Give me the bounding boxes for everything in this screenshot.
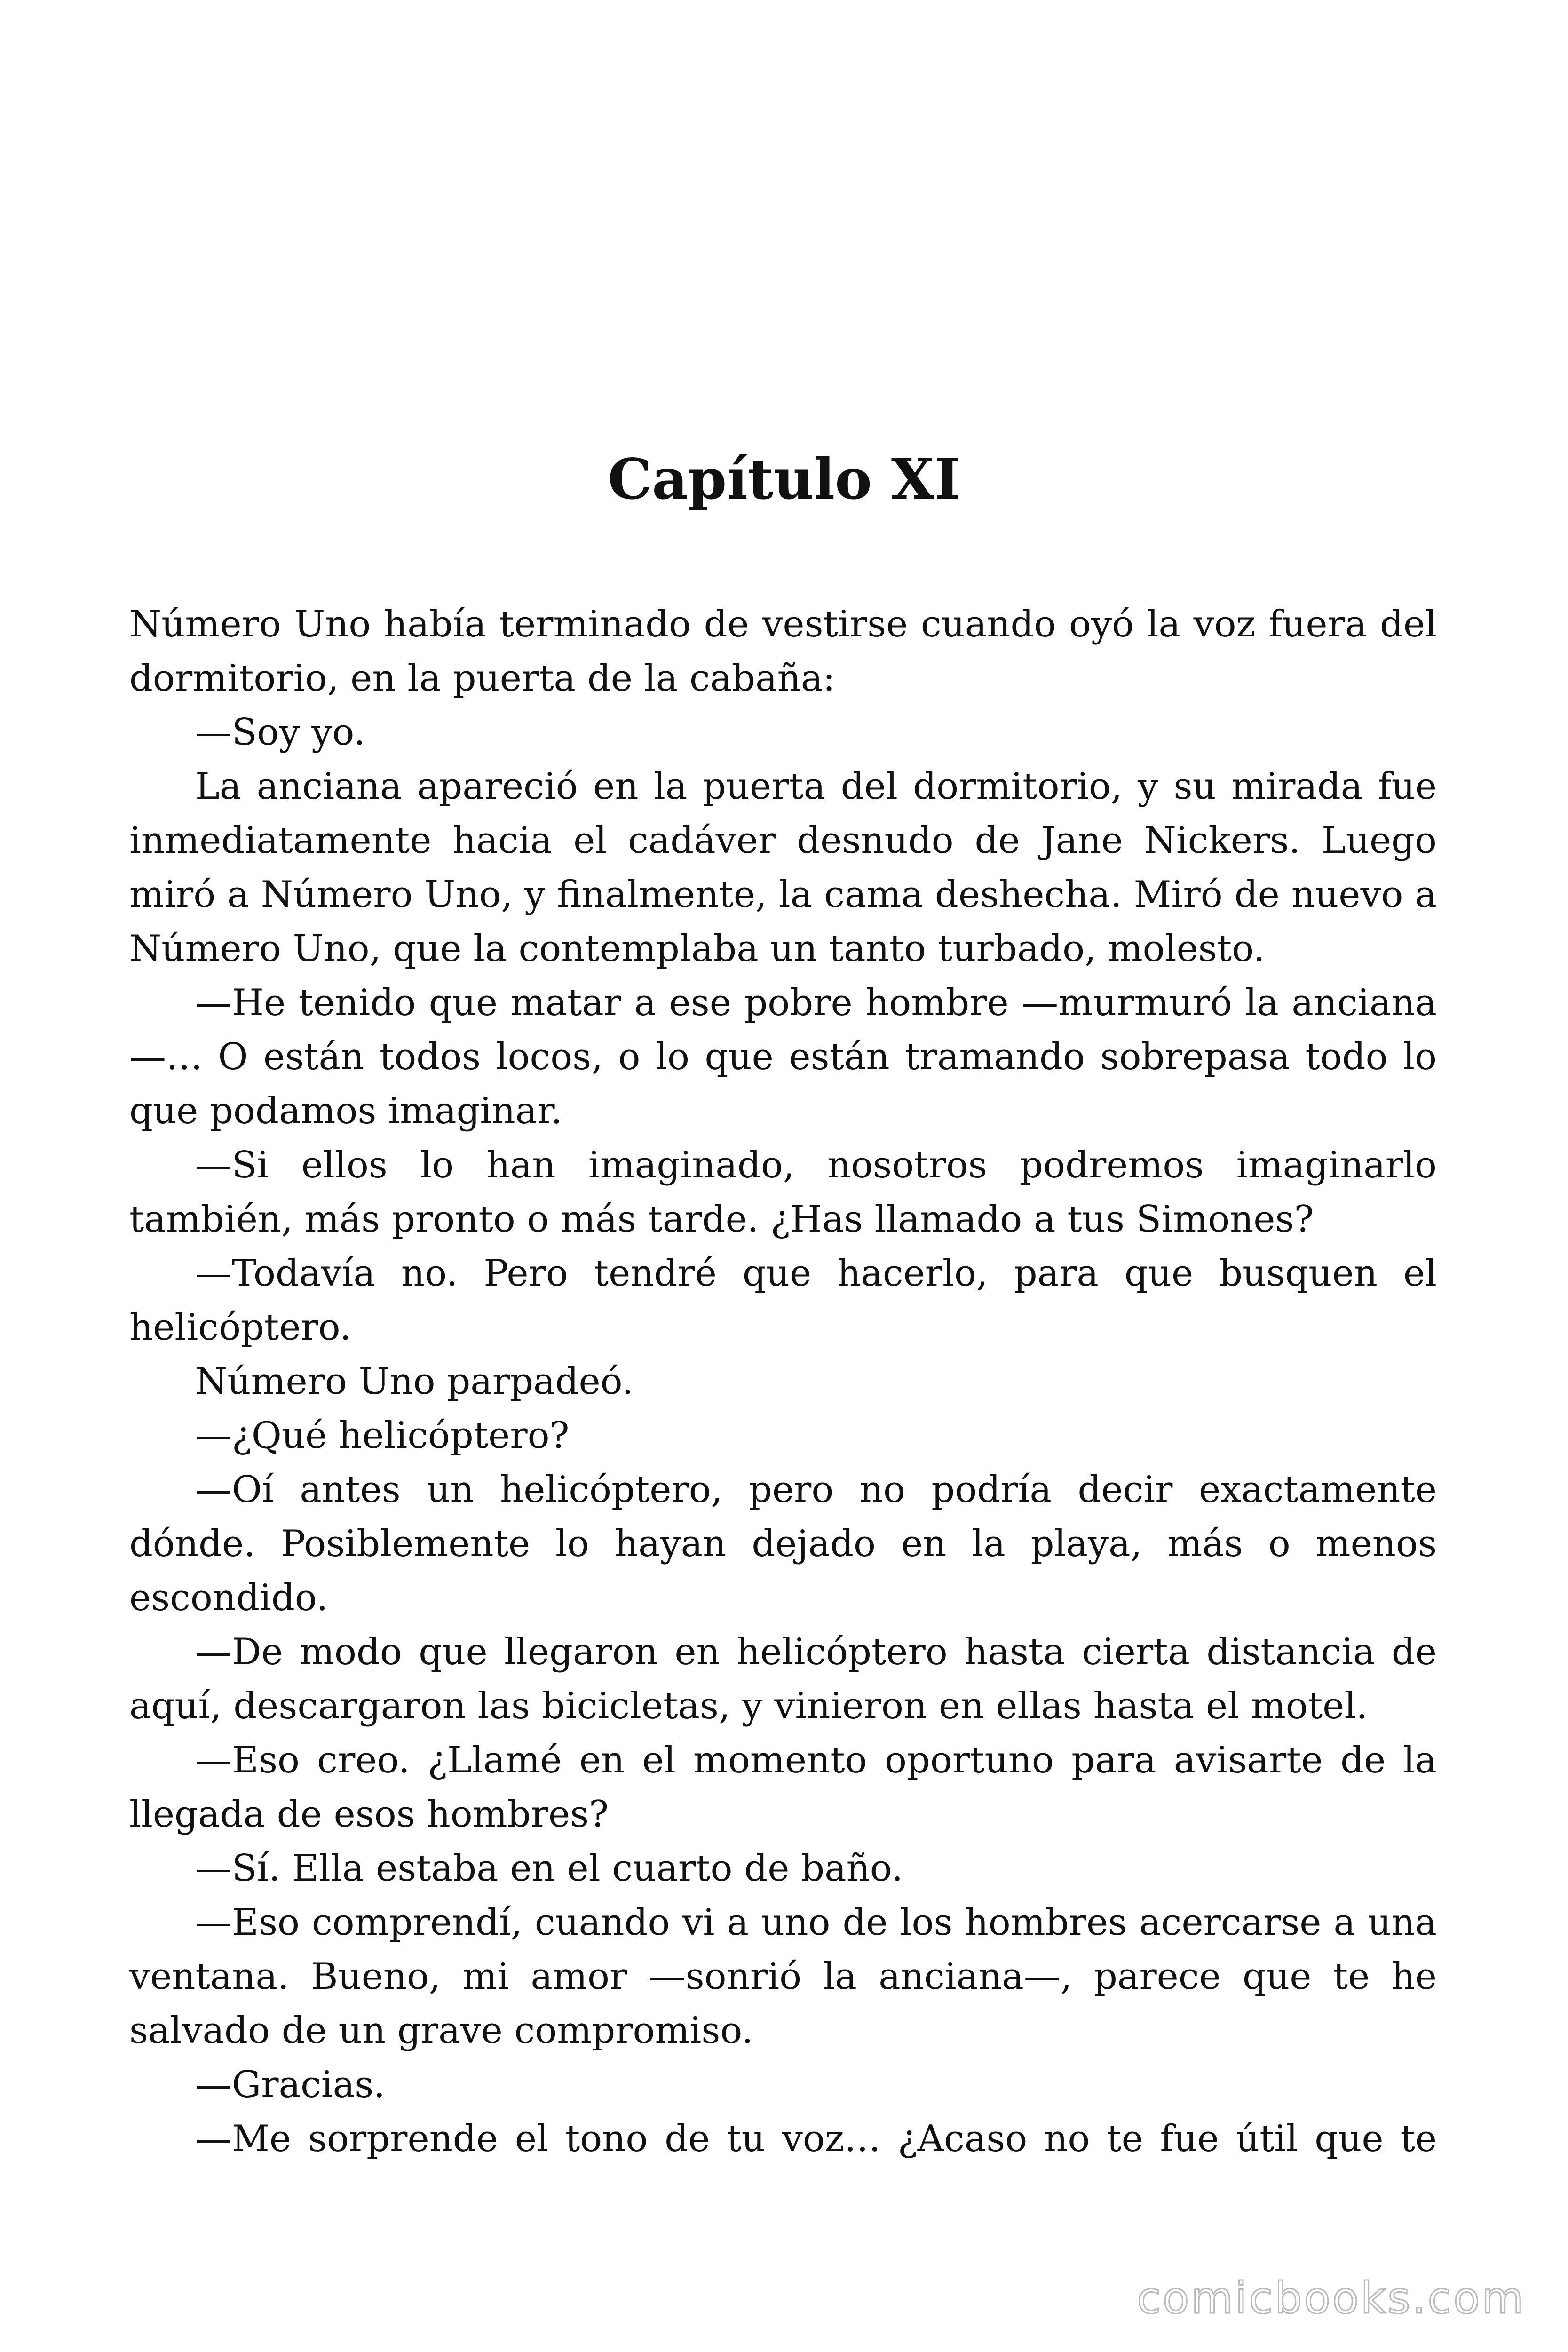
paragraph: —Si ellos lo han imaginado, nosotros podremos imaginarlo también, más pronto o más tarde. ¿Has llamado a tus Simones? bbox=[129, 1144, 1437, 1240]
paragraph: —Oí antes un helicóptero, pero no podría decir exactamente dónde. Posiblemente lo hayan dejado en la playa, más o menos escondido. bbox=[129, 1469, 1437, 1619]
watermark: comicbooks.com bbox=[1137, 2273, 1526, 2323]
paragraph: —¿Qué helicóptero? bbox=[195, 1414, 570, 1457]
paragraph: Número Uno parpadeó. bbox=[195, 1360, 634, 1403]
chapter-title: Capítulo XI bbox=[608, 446, 960, 512]
paragraph: —He tenido que matar a ese pobre hombre —murmuró la anciana—… O están todos locos, o lo que están tramando sobrepasa todo lo que podamos imaginar. bbox=[129, 982, 1437, 1132]
paragraph: —Todavía no. Pero tendré que hacerlo, para que busquen el helicóptero. bbox=[129, 1252, 1437, 1349]
paragraph: —Sí. Ella estaba en el cuarto de baño. bbox=[195, 1847, 903, 1890]
paragraph: —Eso creo. ¿Llamé en el momento oportuno para avisarte de la llegada de esos hombres? bbox=[129, 1739, 1437, 1836]
paragraph: La anciana apareció en la puerta del dormitorio, y su mirada fue inmediatamente hacia el cadáver desnudo de Jane Nickers. Luego miró a Número Uno, y finalmente, la cama deshecha. Miró de nuevo a Número Uno, que la contemplaba un tanto turbado, molesto. bbox=[129, 765, 1437, 970]
paragraph: —Gracias. bbox=[195, 2064, 386, 2106]
paragraph: —Me sorprende el tono de tu voz… ¿Acaso no te fue útil que te bbox=[195, 2118, 1437, 2160]
paragraph: Número Uno había terminado de vestirse cuando oyó la voz fuera del dormitorio, en la puerta de la cabaña: bbox=[129, 603, 1437, 699]
paragraph: —Eso comprendí, cuando vi a uno de los hombres acercarse a una ventana. Bueno, mi amor —sonrió la anciana—, parece que te he salvado de un grave compromiso. bbox=[129, 1901, 1437, 2052]
paragraph: —Soy yo. bbox=[195, 711, 365, 754]
body-text bbox=[129, 597, 1437, 2166]
paragraph: —De modo que llegaron en helicóptero hasta cierta distancia de aquí, descargaron las bicicletas, y vinieron en ellas hasta el motel. bbox=[129, 1631, 1437, 1727]
